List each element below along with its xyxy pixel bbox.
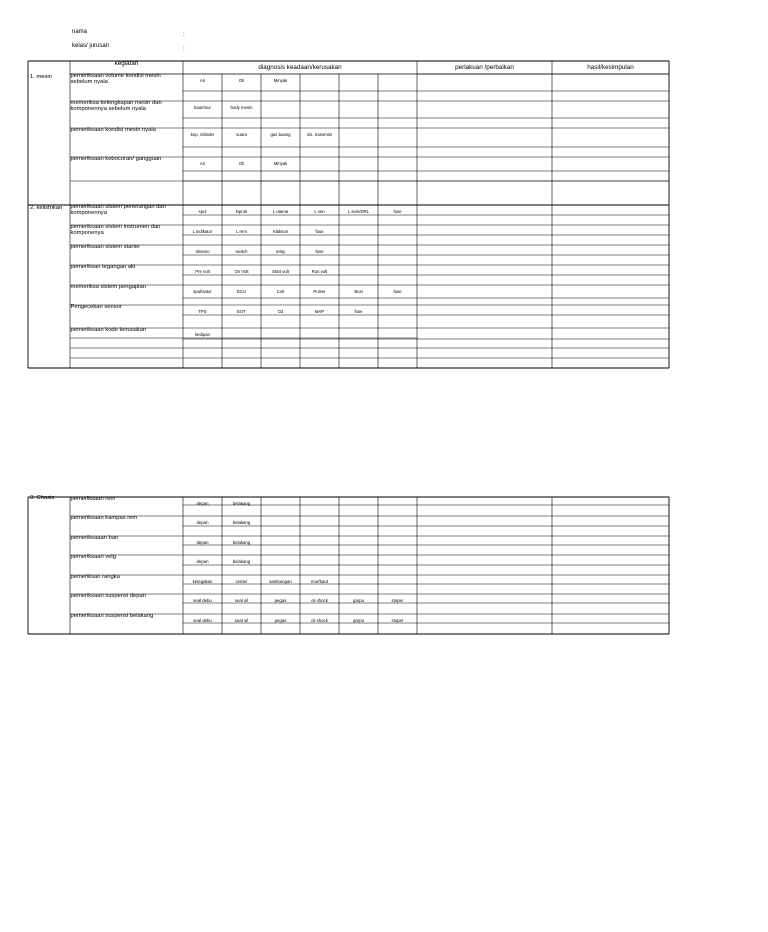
diagnosis-cell: Klakson <box>272 229 289 234</box>
activity-label: memeriksa kelengkapan mesin dan komponennya sebelum nyala <box>70 100 162 113</box>
kelas-colon: : <box>183 46 185 52</box>
nama-colon: : <box>183 32 185 38</box>
diagnosis-cell: L utama <box>272 209 289 214</box>
diagnosis-cell: oli shock <box>311 618 328 623</box>
activity-label: pemeriksaaan ban <box>70 535 119 541</box>
activity-label: pemeriksaan sistem penerangan dan komponennya <box>70 204 166 217</box>
diagnosis-cell: kedipan <box>194 332 211 337</box>
diagnosis-cell: oli shock <box>311 598 328 603</box>
section-mesin: 1. mesin <box>30 74 52 80</box>
diagnosis-cell: seal oil <box>234 618 249 623</box>
diagnosis-cell: seal oil <box>234 598 249 603</box>
diagnosis-cell: dinamo <box>195 249 210 254</box>
diagnosis-cell: Pulser <box>313 289 326 294</box>
diagnosis-cell: belakang <box>232 501 251 506</box>
diagnosis-cell: MAP <box>314 309 325 314</box>
diagnosis-cell: belakang <box>232 520 251 525</box>
activity-label: pemeriksaan suspensi depan <box>70 593 146 599</box>
diagnosis-cell: sis. transmisi <box>307 132 332 137</box>
diagnosis-cell: suara <box>236 132 247 137</box>
activity-label: pemeriksaan velg <box>70 554 116 560</box>
column-header-kegiatan: kegiatan <box>114 60 139 67</box>
activity-label: memeriksa sistem pengapian <box>70 284 146 290</box>
diagnosis-cell: Minyak <box>273 161 288 166</box>
diagnosis-cell: stoper <box>391 618 404 623</box>
diagnosis-cell: seal debu <box>193 598 212 603</box>
kelas-label: kelas/ jurusan <box>72 43 110 49</box>
diagnosis-cell: fuse <box>315 229 324 234</box>
column-header-hasil: hasil/kesimpulan <box>587 64 634 71</box>
activity-label: pemeriksaan volume kondisi mesin sebelum nyala <box>70 73 161 86</box>
diagnosis-cell: belakang <box>232 559 251 564</box>
diagnosis-cell: stoper <box>391 598 404 603</box>
diagnosis-cell: Start volt <box>272 269 289 274</box>
diagnosis-cell: Oli <box>238 161 245 166</box>
diagnosis-cell: kiprok <box>235 209 248 214</box>
diagnosis-cell: pegas <box>274 598 287 603</box>
diagnosis-cell: baut/mur <box>194 105 211 110</box>
diagnosis-cell: pegas <box>274 618 287 623</box>
diagnosis-cell: relay <box>275 249 286 254</box>
diagnosis-cell: Air <box>199 78 206 83</box>
activity-label: pemeriksaan kondisi mesin nyala <box>70 127 156 133</box>
activity-label: pemeriksaan sistem instrumen dan komponenya <box>70 224 161 237</box>
activity-label: pemeriksaan kode kerusakan <box>70 327 147 333</box>
diagnosis-cell: Coil <box>276 289 285 294</box>
diagnosis-cell: Busi <box>354 289 363 294</box>
diagnosis-cell: belakang <box>232 540 251 545</box>
column-header-perlakuan: perlakuan /perbaikan <box>455 64 514 71</box>
diagnosis-cell: body mesin <box>230 105 253 110</box>
diagnosis-cell: Oli <box>238 78 245 83</box>
diagnosis-cell: ECU <box>236 289 247 294</box>
diagnosis-cell: depan <box>196 540 209 545</box>
diagnosis-cell: On Volt <box>234 269 249 274</box>
diagnosis-cell: O2 <box>277 309 284 314</box>
activity-label: pemeriksaan sistem starter <box>70 244 141 250</box>
diagnosis-cell: depan <box>196 520 209 525</box>
activity-label: pemeriksaan suspensi belakang <box>70 613 154 619</box>
activity-label: pemeriksan rangka <box>70 574 120 580</box>
activity-label: pemeriksaan kampas rem <box>70 515 138 521</box>
diagnosis-cell: fuse <box>315 249 324 254</box>
diagnosis-cell: switch <box>235 249 248 254</box>
diagnosis-cell: L rem <box>236 229 247 234</box>
activity-label: pemeriksan tegangan aki <box>70 264 136 270</box>
activity-label: Pengecekan sensor <box>70 304 122 310</box>
diagnosis-cell: fuse <box>354 309 363 314</box>
diagnosis-cell: Minyak <box>273 78 288 83</box>
diagnosis-cell: Pre volt <box>195 269 210 274</box>
activity-label: pemeriksaan kebocoran/ gangguan <box>70 156 162 162</box>
diagnosis-cell: fuse <box>393 289 402 294</box>
column-header-diagnosis: diagnosis keadaan/kerusakan <box>258 64 342 71</box>
diagnosis-cell: center <box>235 579 248 584</box>
diagnosis-cell: garpu <box>353 618 364 623</box>
diagnosis-cell: fuse <box>393 209 402 214</box>
diagnosis-cell: kep. Silinder <box>190 132 215 137</box>
diagnosis-cell: ketegakan <box>192 579 213 584</box>
nama-label: nama <box>72 29 88 35</box>
section-chasis: 3. Chasis <box>30 495 55 501</box>
diagnosis-cell: gas buang <box>270 132 291 137</box>
diagnosis-cell: EOT <box>237 309 246 314</box>
diagnosis-cell: depan <box>196 559 209 564</box>
diagnosis-cell: depan <box>196 501 209 506</box>
diagnosis-cell: garpu <box>353 598 364 603</box>
diagnosis-cell: seal debu <box>193 618 212 623</box>
diagnosis-cell: mur/baut <box>311 579 328 584</box>
section-kelistrikan: 2. kelistrikan <box>30 205 63 211</box>
diagnosis-cell: TPS <box>198 309 207 314</box>
diagnosis-cell: Air <box>199 161 206 166</box>
diagnosis-cell: L sen <box>314 209 325 214</box>
diagnosis-cell: spul/sator <box>193 289 212 294</box>
diagnosis-cell: spul <box>198 209 207 214</box>
diagnosis-cell: sambungan <box>269 579 292 584</box>
activity-label: pemeriksaan rem <box>70 496 116 502</box>
diagnosis-cell: L indikator <box>192 229 213 234</box>
diagnosis-cell: L sein/DRL <box>347 209 370 214</box>
diagnosis-cell: Run volt <box>311 269 328 274</box>
